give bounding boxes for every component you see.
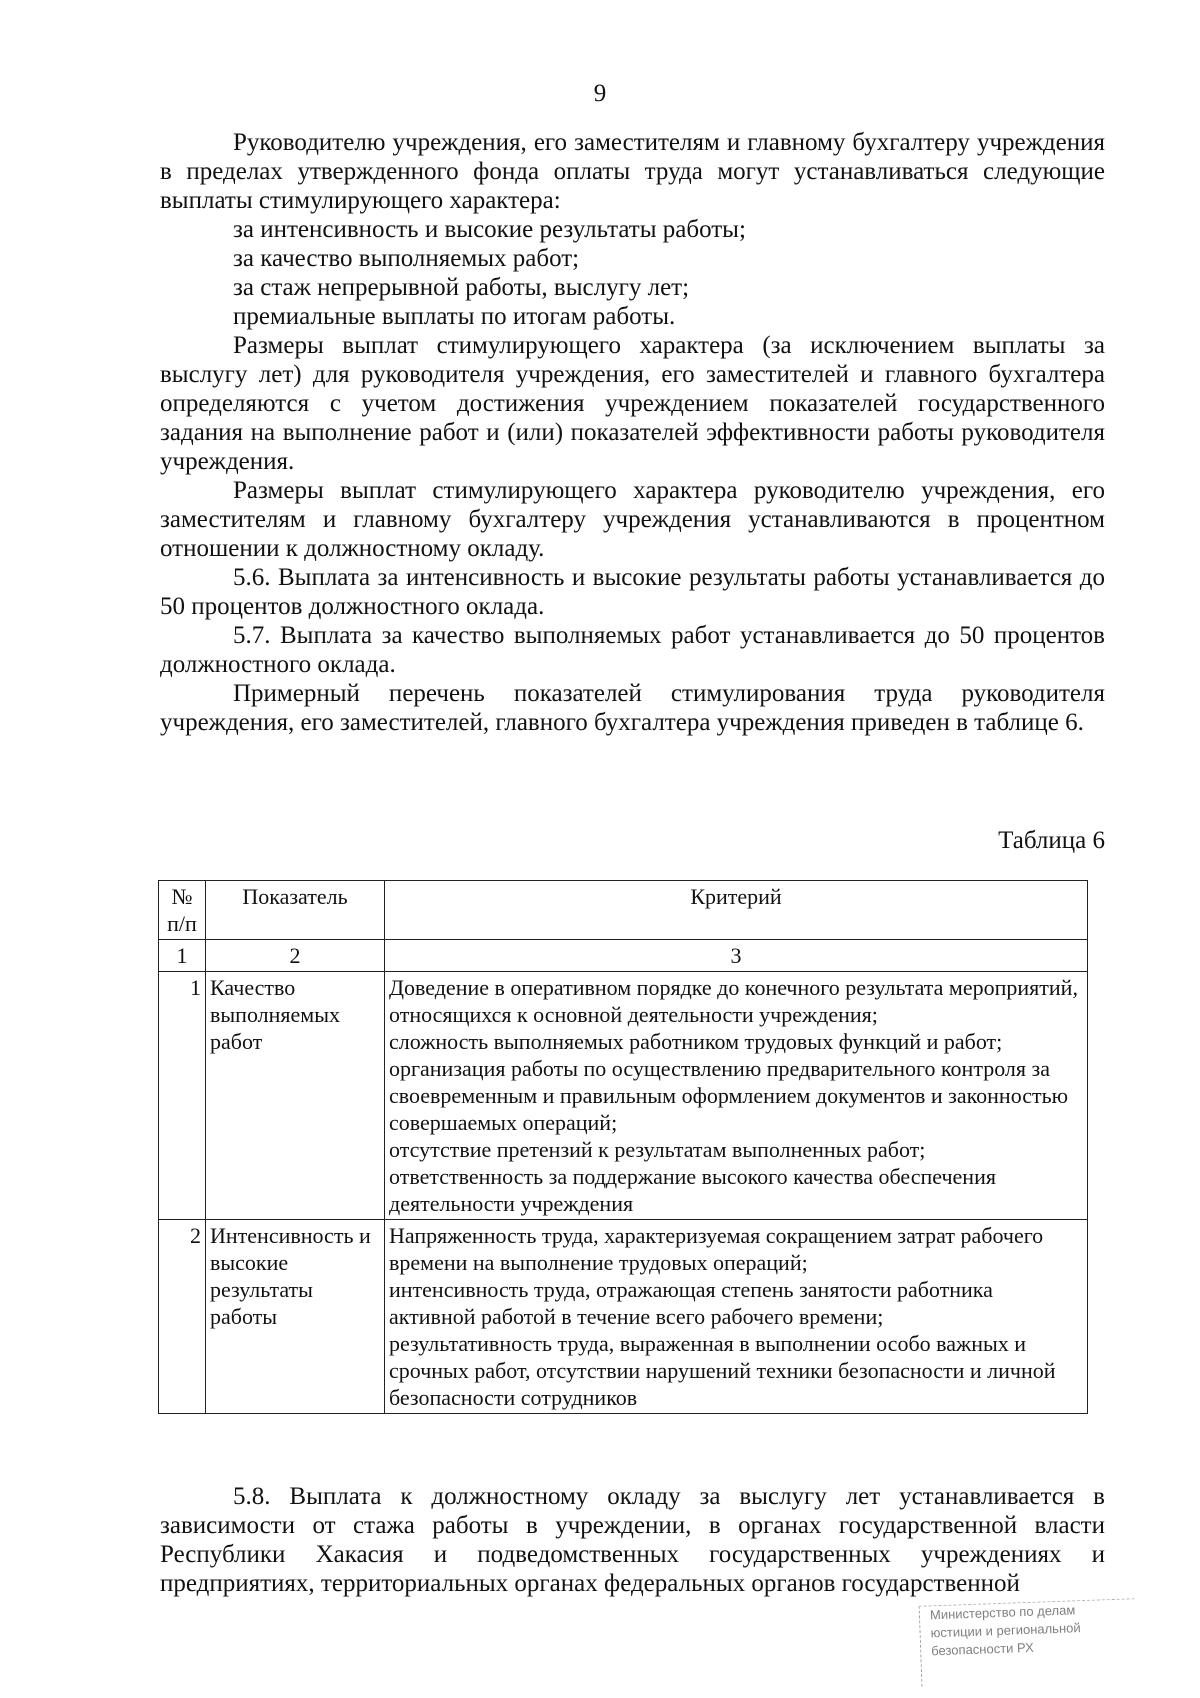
criterion: интенсивность труда, отражающая степень занятости работника активной работой в течение всего рабочего времени; — [389, 1277, 993, 1329]
table-row — [159, 1220, 1088, 1414]
row-criteria — [385, 972, 1088, 1220]
row-indicator: Интенсивность и высокие результаты работы — [206, 1220, 385, 1414]
list-item: премиальные выплаты по итогам работы. — [233, 303, 676, 330]
registration-stamp — [919, 1598, 1138, 1686]
table-header-row — [159, 881, 1088, 940]
payments-list — [160, 215, 1105, 331]
column-number: 1 — [159, 940, 206, 972]
list-item: за интенсивность и высокие результаты работы; — [233, 216, 746, 243]
criterion: результативность труда, выраженная в выполнении особо важных и срочных работ, отсутствии нарушений техники безопасности и личной безопасности сотрудников — [389, 1331, 1056, 1410]
table-row — [159, 972, 1088, 1220]
row-number: 1 — [159, 972, 206, 1220]
list-item: за качество выполняемых работ; — [233, 245, 580, 272]
criteria-table — [158, 880, 1088, 1414]
row-criteria — [385, 1220, 1088, 1414]
paragraph: Размеры выплат стимулирующего характера (за исключением выплаты за выслугу лет) для руководителя учреждения, его заместителей и главного бухгалтера определяются с учетом достижения учреждением показателей государственного задания на выполнение работ и (или) показателей эффективности работы руководителя учреждения. — [160, 332, 1105, 475]
body-text-bottom — [160, 1482, 1105, 1598]
body-text-top — [160, 128, 1105, 737]
paragraph-5-8: 5.8. Выплата к должностному окладу за выслугу лет устанавливается в зависимости от стажа работы в учреждении, в органах государственной власти Республики Хакасия и подведомственных государственных учреждениях и предприятиях, территориальных органах федеральных органов государственной — [160, 1483, 1105, 1597]
header-indicator: Показатель — [206, 881, 385, 940]
stamp-line: безопасности РХ — [930, 1639, 1034, 1659]
row-number: 2 — [159, 1220, 206, 1414]
header-number: № п/п — [159, 881, 206, 940]
criterion: сложность выполняемых работником трудовых функций и работ; — [389, 1029, 1003, 1054]
stamp-line: Министерство по делам — [929, 1602, 1076, 1623]
page-number: 9 — [593, 80, 607, 107]
paragraph-5-6: 5.6. Выплата за интенсивность и высокие результаты работы устанавливается до 50 процентов должностного оклада. — [160, 564, 1105, 620]
paragraph: Примерный перечень показателей стимулирования труда руководителя учреждения, его заместителей, главного бухгалтера учреждения приведен в таблице 6. — [160, 680, 1105, 736]
column-number: 3 — [385, 940, 1088, 972]
criterion: ответственность за поддержание высокого качества обеспечения деятельности учреждения — [389, 1164, 996, 1216]
column-number: 2 — [206, 940, 385, 972]
table-caption: Таблица 6 — [998, 827, 1105, 854]
list-item: за стаж непрерывной работы, выслугу лет; — [233, 274, 690, 301]
paragraph-5-7: 5.7. Выплата за качество выполняемых работ устанавливается до 50 процентов должностного оклада. — [160, 622, 1105, 678]
criterion: Напряженность труда, характеризуемая сокращением затрат рабочего времени на выполнение трудовых операций; — [389, 1223, 1044, 1275]
stamp-line: юстиции и региональной — [930, 1620, 1081, 1641]
intro-paragraph: Руководителю учреждения, его заместителям и главному бухгалтеру учреждения в пределах утвержденного фонда оплаты труда могут устанавливаться следующие выплаты стимулирующего характера: — [160, 129, 1105, 214]
column-number-row — [159, 940, 1088, 972]
criterion: Доведение в оперативном порядке до конечного результата мероприятий, относящихся к основной деятельности учреждения; — [389, 975, 1078, 1027]
criterion: отсутствие претензий к результатам выполненных работ; — [389, 1137, 926, 1162]
criterion: организация работы по осуществлению предварительного контроля за своевременным и правильным оформлением документов и законностью совершаемых операций; — [389, 1056, 1069, 1135]
header-criteria: Критерий — [385, 881, 1088, 940]
paragraph: Размеры выплат стимулирующего характера руководителю учреждения, его заместителям и главному бухгалтеру учреждения устанавливаются в процентном отношении к должностному окладу. — [160, 477, 1105, 562]
row-indicator: Качество выполняемых работ — [206, 972, 385, 1220]
